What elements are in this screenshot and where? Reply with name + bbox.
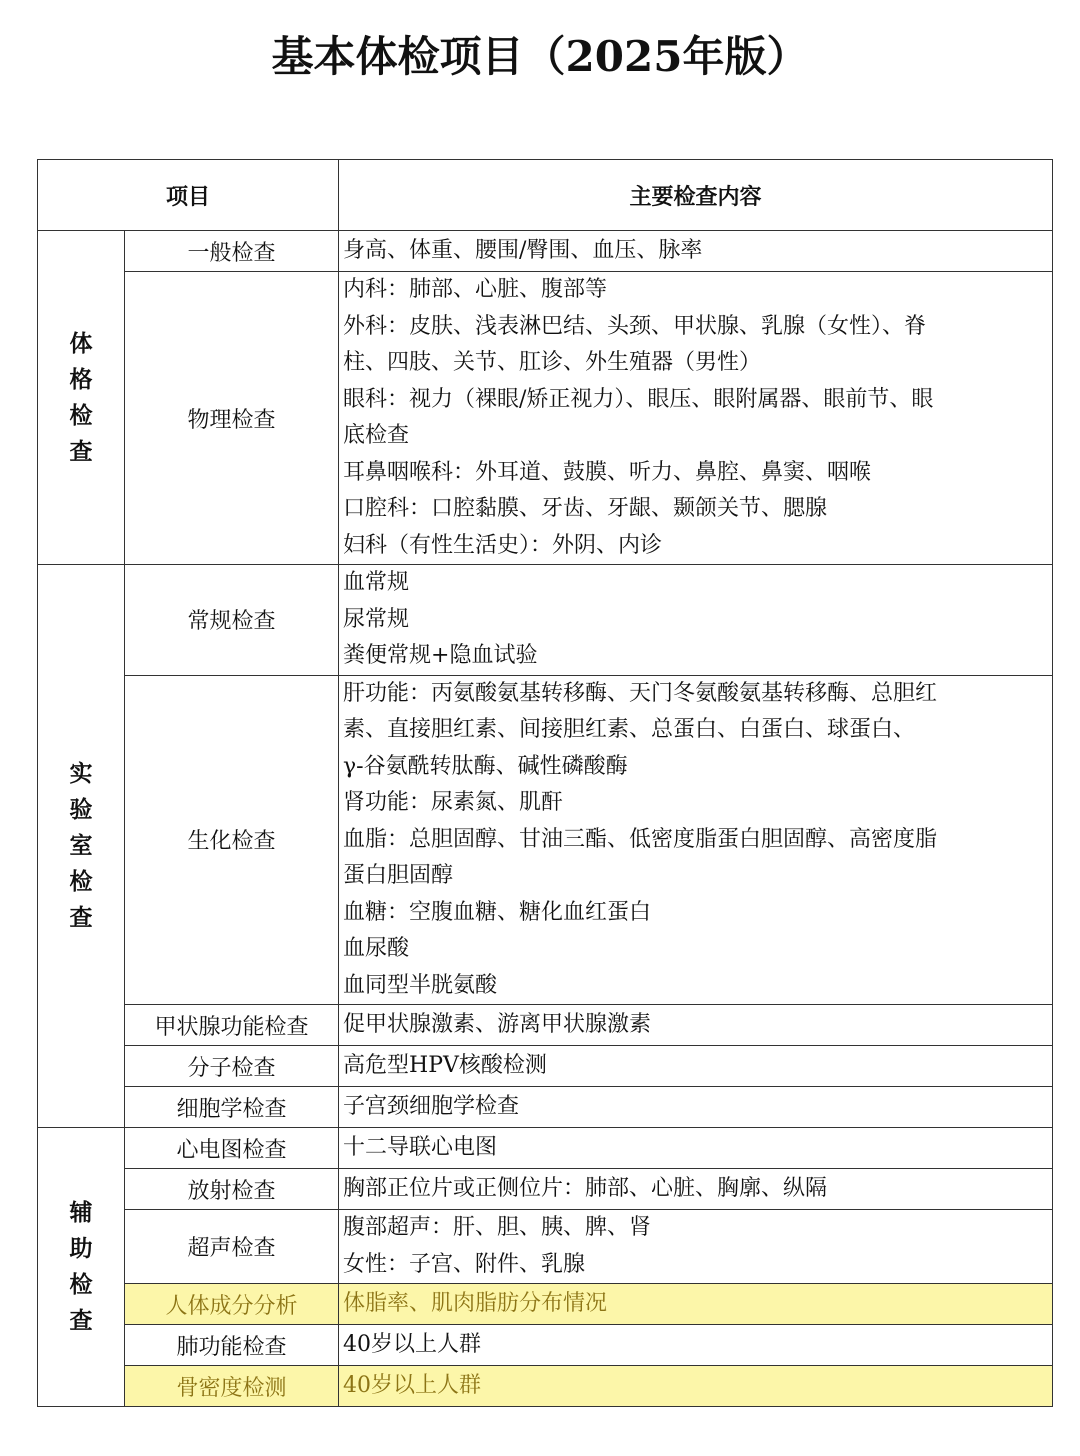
- category-laboratory: 实 验 室 检 查: [38, 565, 125, 1128]
- item-content: 高危型HPV核酸检测: [339, 1046, 1053, 1087]
- item-content: 40岁以上人群: [339, 1325, 1053, 1366]
- item-content: 十二导联心电图: [339, 1128, 1053, 1169]
- item-name: 细胞学检查: [125, 1087, 339, 1128]
- table-row: [38, 1169, 1053, 1210]
- item-name: 人体成分分析: [125, 1284, 339, 1325]
- table-row: [38, 1325, 1053, 1366]
- item-name: 分子检查: [125, 1046, 339, 1087]
- item-content: 子宫颈细胞学检查: [339, 1087, 1053, 1128]
- table-row: [38, 565, 1053, 676]
- table-row: [38, 1046, 1053, 1087]
- item-name: 骨密度检测: [125, 1366, 339, 1407]
- category-auxiliary: 辅 助 检 查: [38, 1128, 125, 1407]
- item-content: 促甲状腺激素、游离甲状腺激素: [339, 1005, 1053, 1046]
- item-name: 常规检查: [125, 565, 339, 676]
- item-content: 胸部正位片或正侧位片：肺部、心脏、胸廓、纵隔: [339, 1169, 1053, 1210]
- table-row-highlighted: [38, 1366, 1053, 1407]
- item-name: 生化检查: [125, 675, 339, 1005]
- item-content: 内科：肺部、心脏、腹部等 外科：皮肤、浅表淋巴结、头颈、甲状腺、乳腺（女性）、脊 柱、四肢、关节、肛诊、外生殖器（男性） 眼科：视力（裸眼/矫正视力）、眼压、眼附属器、眼前节、眼 底检查 耳鼻咽喉科：外耳道、鼓膜、听力、鼻腔、鼻窦、咽喉 口腔科：口腔黏膜、牙齿、牙龈、颞颌关节、腮腺 妇科（有性生活史）：外阴、内诊: [339, 272, 1053, 565]
- item-name: 放射检查: [125, 1169, 339, 1210]
- item-name: 一般检查: [125, 231, 339, 272]
- table-row: [38, 1210, 1053, 1284]
- header-item: 项目: [38, 160, 339, 231]
- header-content: 主要检查内容: [339, 160, 1053, 231]
- exam-items-table: [37, 159, 1053, 1407]
- item-name: 心电图检查: [125, 1128, 339, 1169]
- category-physical: 体 格 检 查: [38, 231, 125, 565]
- page-title: 基本体检项目（2025年版）: [271, 32, 809, 81]
- table-row: [38, 272, 1053, 565]
- item-content: 血常规 尿常规 粪便常规+隐血试验: [339, 565, 1053, 676]
- item-content: 体脂率、肌肉脂肪分布情况: [339, 1284, 1053, 1325]
- table-row: [38, 1128, 1053, 1169]
- table-row: [38, 231, 1053, 272]
- item-name: 甲状腺功能检查: [125, 1005, 339, 1046]
- item-content: 身高、体重、腰围/臀围、血压、脉率: [339, 231, 1053, 272]
- table-header-row: [38, 160, 1053, 231]
- table-row: [38, 1087, 1053, 1128]
- table-row: [38, 675, 1053, 1005]
- item-content: 腹部超声：肝、胆、胰、脾、肾 女性：子宫、附件、乳腺: [339, 1210, 1053, 1284]
- table-row-highlighted: [38, 1284, 1053, 1325]
- item-name: 超声检查: [125, 1210, 339, 1284]
- item-content: 40岁以上人群: [339, 1366, 1053, 1407]
- item-name: 物理检查: [125, 272, 339, 565]
- item-name: 肺功能检查: [125, 1325, 339, 1366]
- item-content: 肝功能：丙氨酸氨基转移酶、天门冬氨酸氨基转移酶、总胆红 素、直接胆红素、间接胆红素、总蛋白、白蛋白、球蛋白、 γ-谷氨酰转肽酶、碱性磷酸酶 肾功能：尿素氮、肌酐 血脂：总胆固醇、甘油三酯、低密度脂蛋白胆固醇、高密度脂 蛋白胆固醇 血糖：空腹血糖、糖化血红蛋白 血尿酸 血同型半胱氨酸: [339, 675, 1053, 1005]
- table-row: [38, 1005, 1053, 1046]
